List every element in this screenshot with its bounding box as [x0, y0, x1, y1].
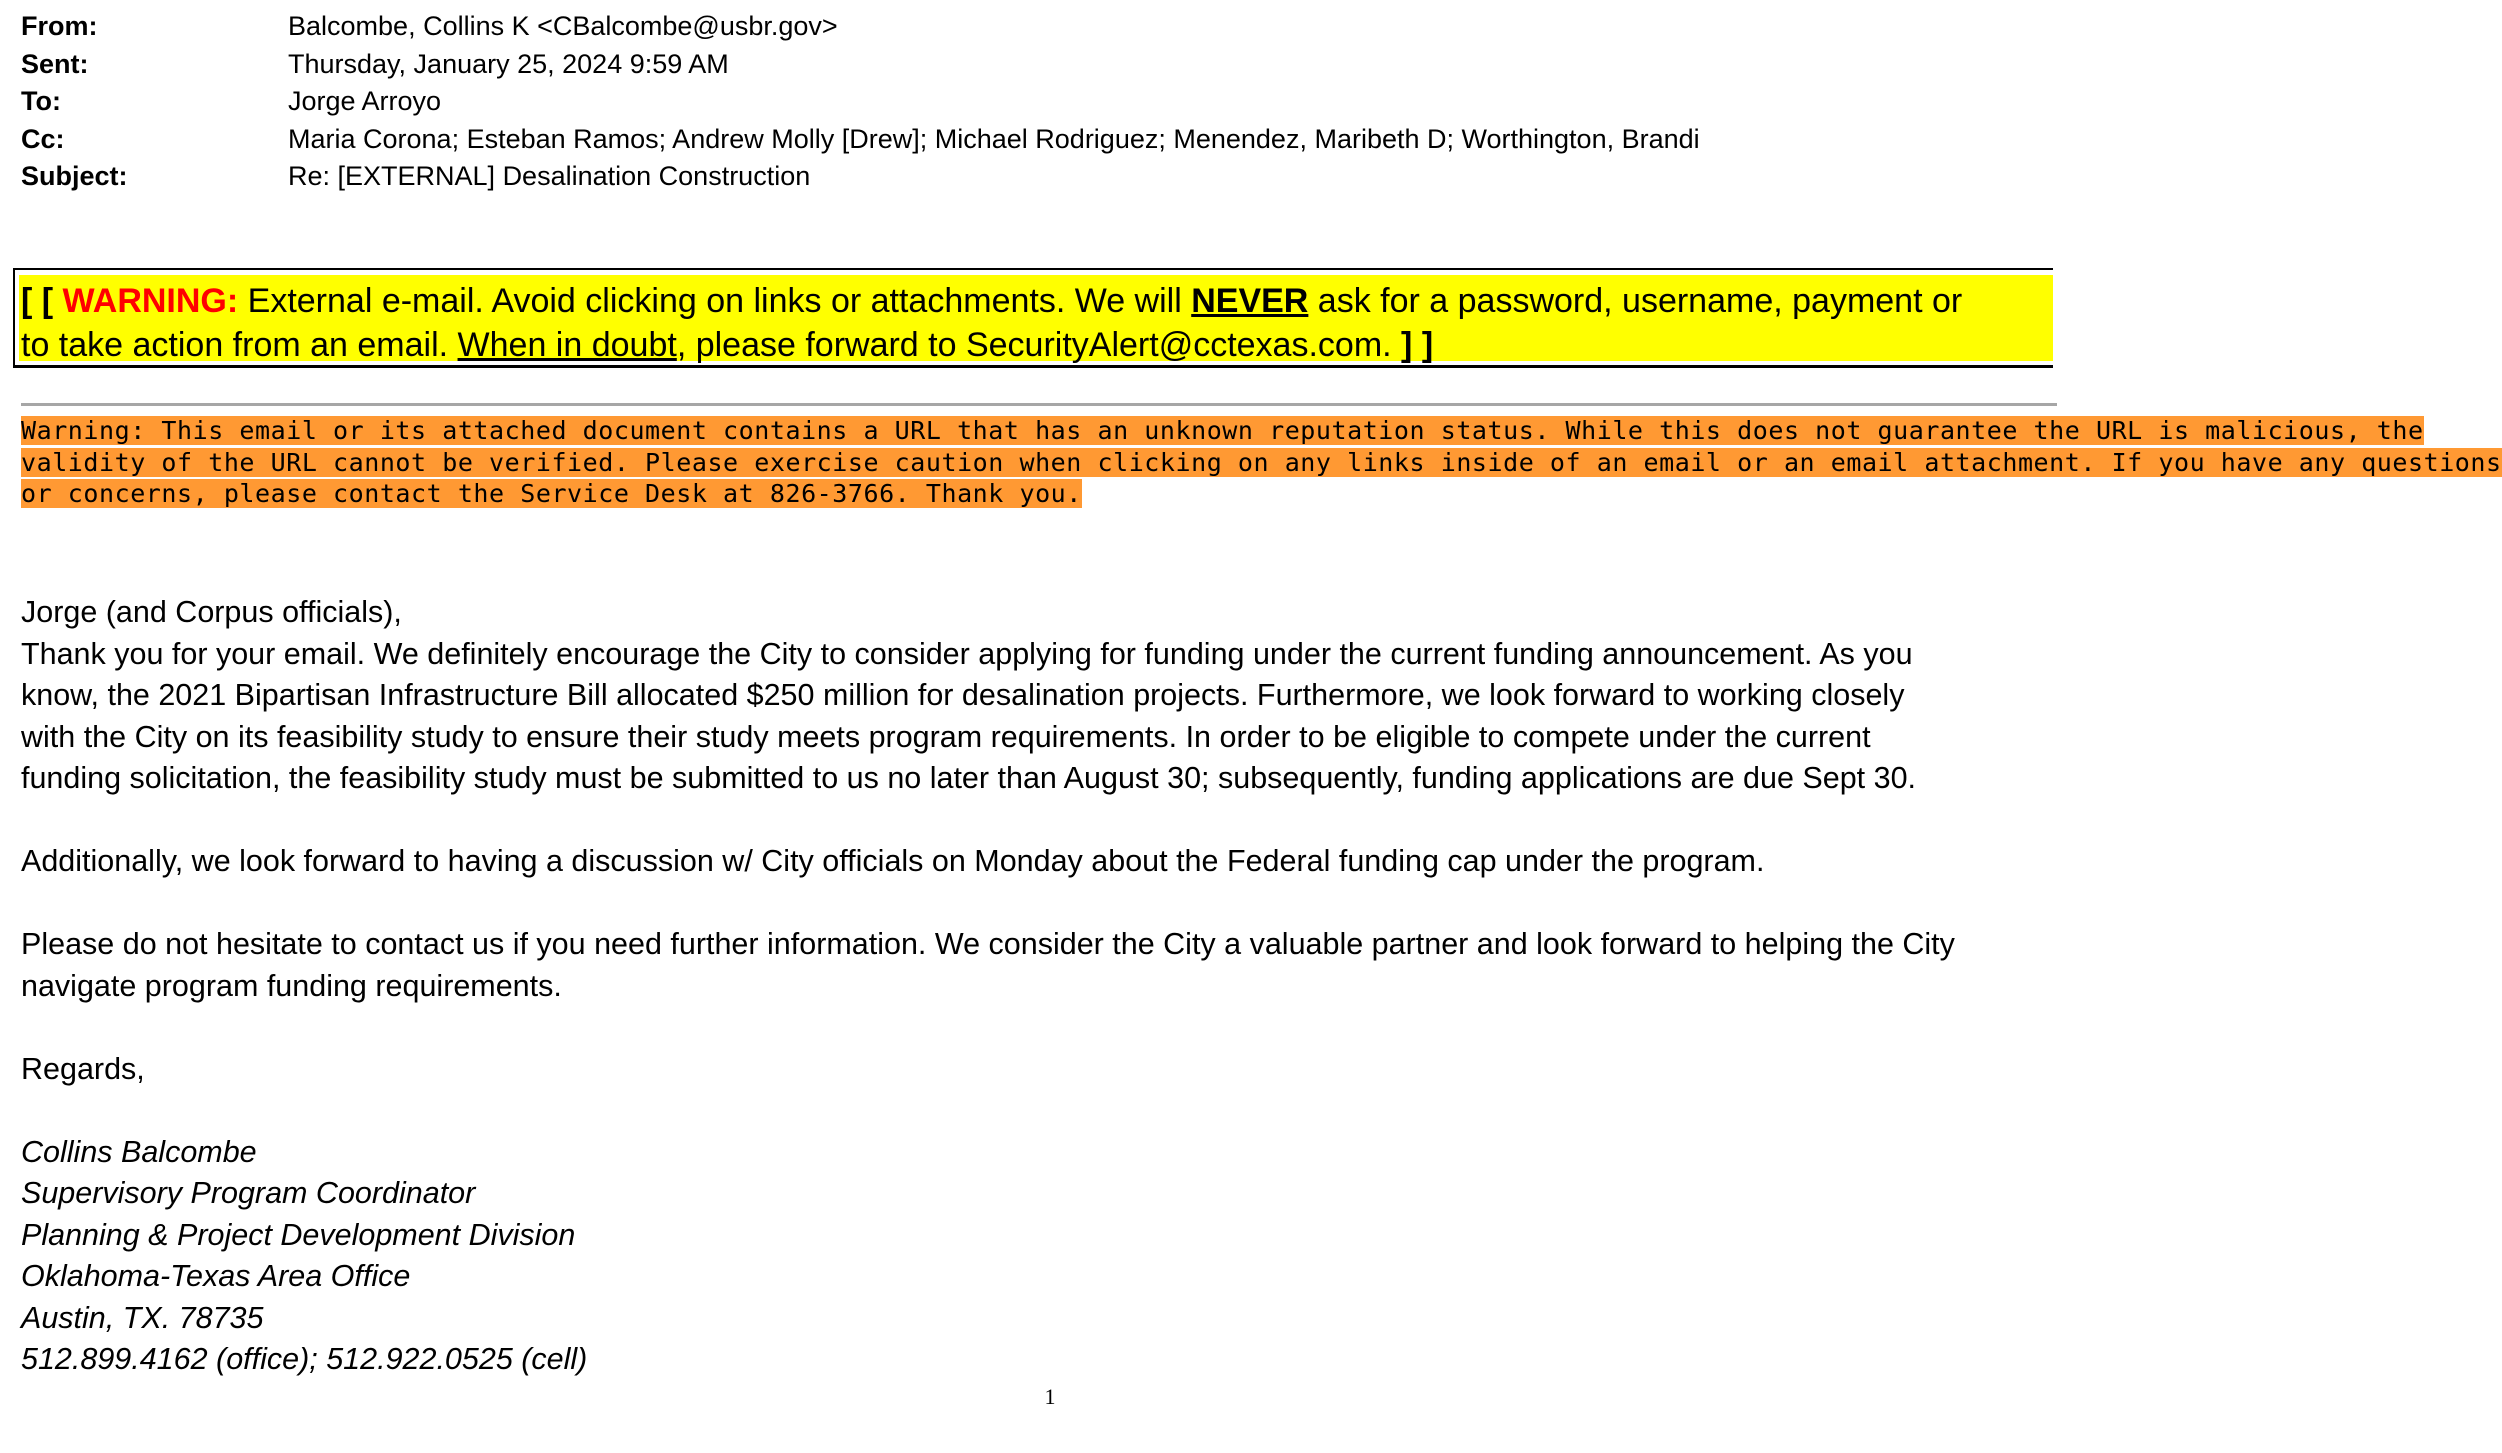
- close-brackets: ] ]: [1401, 326, 1434, 364]
- signature-office: Oklahoma-Texas Area Office: [21, 1259, 411, 1293]
- url-warning-line: [21, 447, 2502, 479]
- email-header: [21, 8, 2081, 196]
- never-word: NEVER: [1191, 282, 1309, 320]
- paragraph-gap: [21, 1090, 2081, 1132]
- sent-label: Sent:: [21, 48, 89, 79]
- paragraph-gap: [21, 1007, 2081, 1049]
- signature-phones: 512.899.4162 (office); 512.922.0525 (cell): [21, 1342, 588, 1376]
- cc-row: [21, 121, 2081, 159]
- to-row: [21, 83, 2081, 121]
- external-warning-text: [21, 279, 2057, 367]
- open-brackets: [ [: [21, 282, 54, 320]
- from-value: Balcombe, Collins K <CBalcombe@usbr.gov>: [288, 11, 838, 42]
- body-paragraph-3-line-1: Please do not hesitate to contact us if you need further information. We consider the City a valuable partner and look forward to helping the City: [21, 927, 1955, 961]
- sent-row: [21, 46, 2081, 84]
- sent-value: Thursday, January 25, 2024 9:59 AM: [288, 48, 729, 79]
- warning-text-2: ask for a password, username, payment or: [1308, 282, 1963, 320]
- body-paragraph-1-line-3: with the City on its feasibility study to ensure their study meets program requirements. In order to be eligible to compete under the current: [21, 719, 1871, 754]
- url-warning-line-2: validity of the URL cannot be verified. Please exercise caution when clicking on any links inside of an email or an email attachment. If you have any questions: [21, 447, 2502, 477]
- greeting: Jorge (and Corpus officials),: [21, 595, 402, 629]
- from-label: From:: [21, 11, 98, 42]
- divider-line: [21, 403, 2057, 406]
- to-value: Jorge Arroyo: [288, 86, 442, 117]
- url-warning-line-1: Warning: This email or its attached document contains a URL that has an unknown reputation status. While this does not guarantee the URL is malicious, the: [21, 416, 2424, 445]
- warning-text-1: External e-mail. Avoid clicking on links or attachments. We will: [238, 282, 1192, 320]
- signature-block: [21, 1132, 2081, 1381]
- body-paragraph-1-line-4: funding solicitation, the feasibility study must be submitted to us no later than August 30; subsequently, funding applications are due Sept 30.: [21, 761, 1917, 795]
- from-row: [21, 8, 2081, 46]
- warning-text-3: to take action from an email.: [21, 326, 458, 364]
- signature-division: Planning & Project Development Division: [21, 1217, 576, 1252]
- to-label: To:: [21, 86, 61, 117]
- url-warning-line-3: or concerns, please contact the Service Desk at 826-3766. Thank you.: [21, 479, 1082, 508]
- url-warning-banner: [21, 415, 2502, 510]
- body-paragraph-1-line-2: know, the 2021 Bipartisan Infrastructure Bill allocated $250 million for desalination projects. Furthermore, we look forward to working closely: [21, 678, 1905, 712]
- body-paragraph-1-line-1: Thank you for your email. We definitely encourage the City to consider applying for funding under the current funding announcement. As you: [21, 636, 1913, 671]
- email-body: [21, 592, 2081, 1381]
- cc-value: Maria Corona; Esteban Ramos; Andrew Molly [Drew]; Michael Rodriguez; Menendez, Maribeth D; Worthington, Brandi: [288, 123, 1700, 154]
- warning-text-4: , please forward to SecurityAlert@cctexas.com.: [676, 326, 1402, 364]
- signature-title: Supervisory Program Coordinator: [21, 1176, 476, 1210]
- url-warning-line: [21, 415, 2424, 447]
- subject-label: Subject:: [21, 161, 128, 192]
- body-paragraph-3-line-2: navigate program funding requirements.: [21, 968, 562, 1003]
- page-number: 1: [1044, 1384, 1056, 1409]
- body-paragraph-2: Additionally, we look forward to having a discussion w/ City officials on Monday about the Federal funding cap under the program.: [21, 844, 1765, 878]
- closing: Regards,: [21, 1051, 145, 1086]
- paragraph-gap: [21, 883, 2081, 925]
- when-in-doubt: When in doubt: [457, 326, 677, 364]
- external-warning-banner: [13, 268, 2053, 368]
- subject-row: [21, 158, 2081, 196]
- url-warning-line: [21, 478, 2061, 510]
- subject-value: Re: [EXTERNAL] Desalination Construction: [288, 161, 811, 192]
- signature-city: Austin, TX. 78735: [21, 1300, 264, 1335]
- signature-name: Collins Balcombe: [21, 1134, 257, 1169]
- paragraph-gap: [21, 800, 2081, 842]
- cc-label: Cc:: [21, 123, 65, 154]
- warning-word: WARNING:: [62, 282, 239, 320]
